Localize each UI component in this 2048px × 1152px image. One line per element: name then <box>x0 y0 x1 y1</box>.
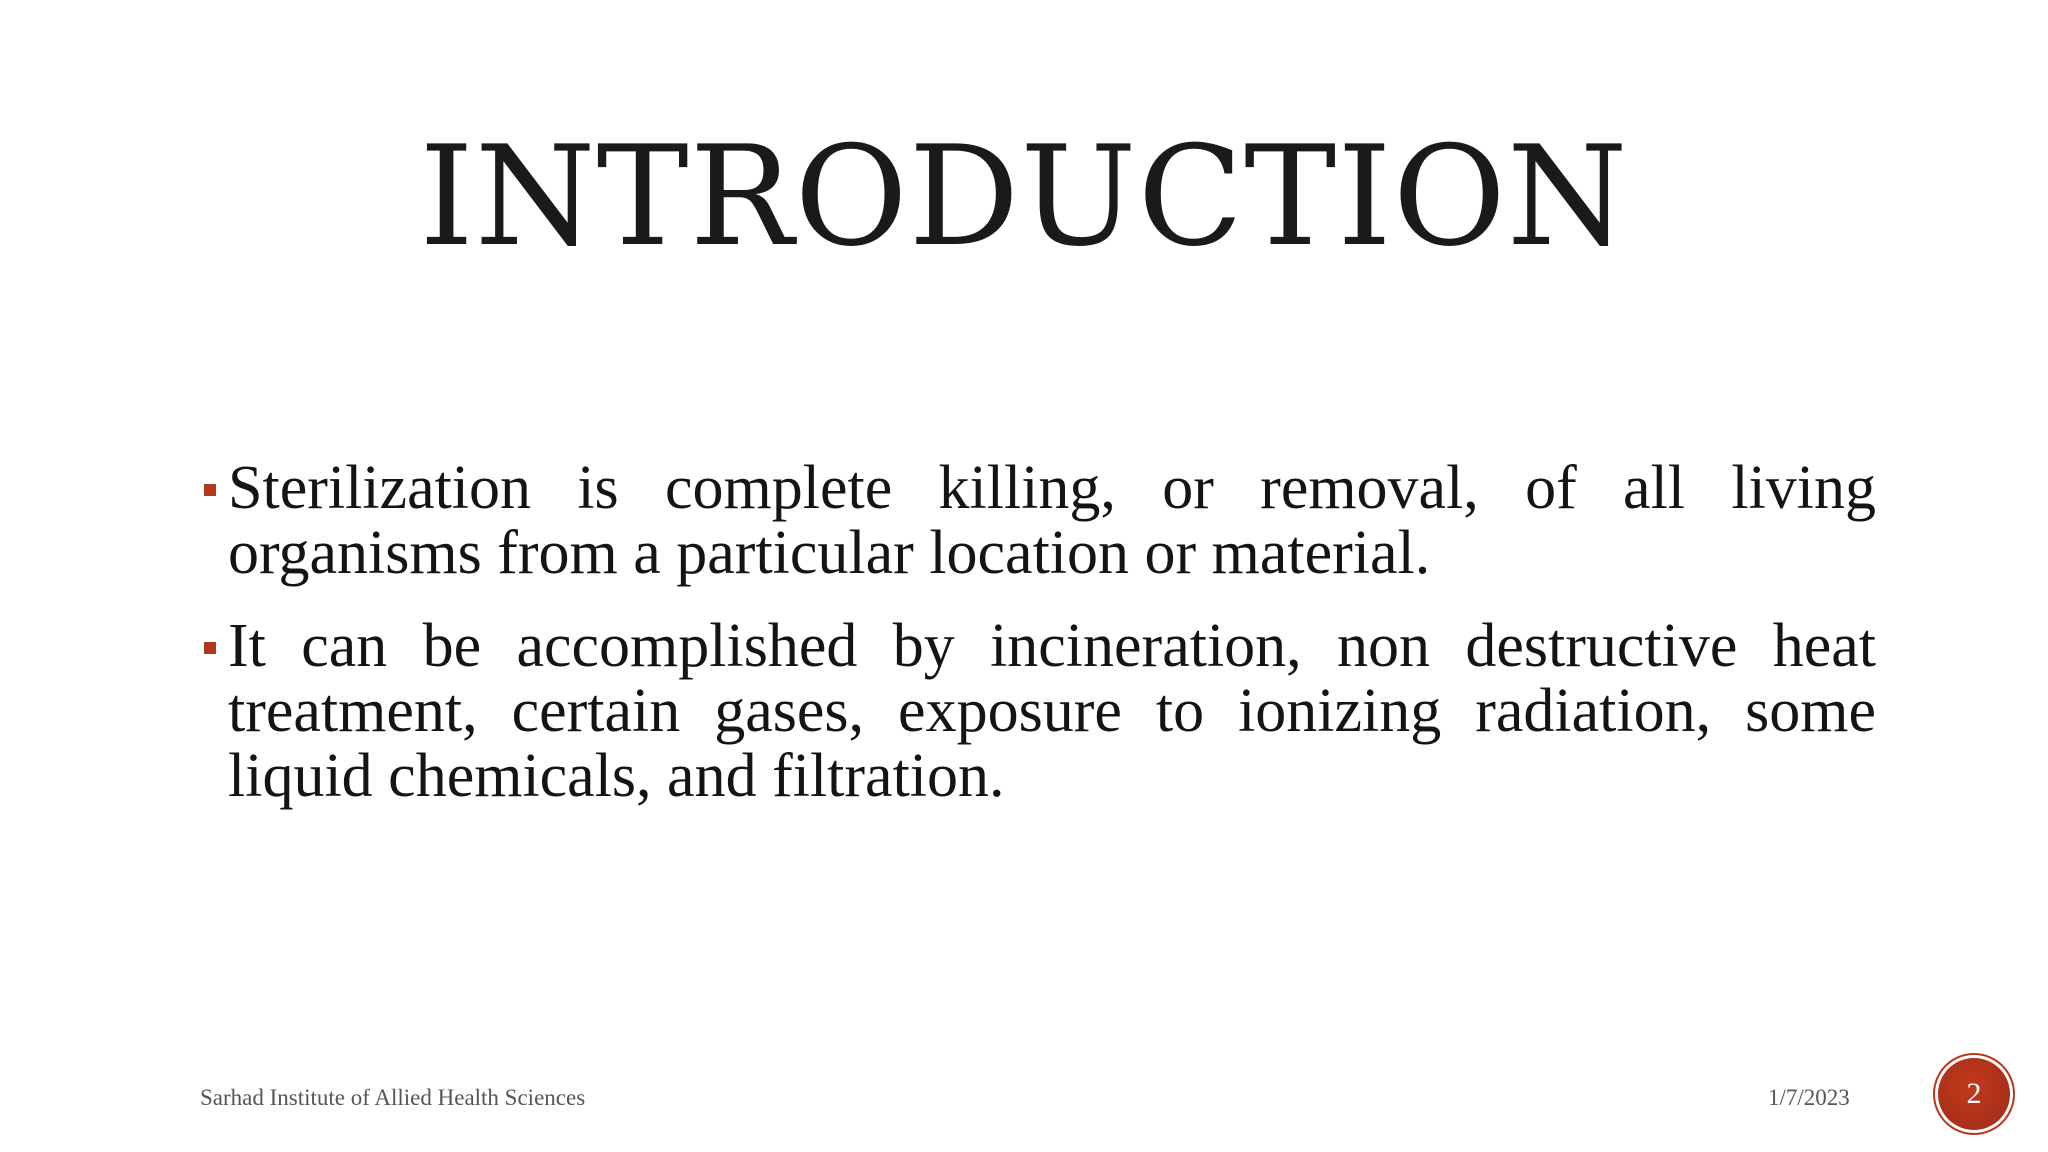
footer-institution: Sarhad Institute of Allied Health Sciences <box>200 1085 586 1110</box>
bullet-text: Sterilization is complete killing, or removal, of all living organisms from a particular location or material. <box>228 454 1876 587</box>
square-bullet-icon <box>204 642 216 654</box>
bullet-item <box>228 614 1876 809</box>
bullet-text: It can be accomplished by incineration, non destructive heat treatment, certain gases, exposure to ionizing radiation, some liquid chemicals, and filtration. <box>228 612 1876 810</box>
slide-title: INTRODUCTION <box>419 116 1629 277</box>
page-number-badge <box>1938 1058 2010 1130</box>
page-number: 2 <box>1966 1077 1982 1110</box>
square-bullet-icon <box>204 484 216 496</box>
bullet-list <box>228 456 1876 837</box>
bullet-item <box>228 456 1876 586</box>
footer-date: 1/7/2023 <box>1768 1085 1850 1110</box>
